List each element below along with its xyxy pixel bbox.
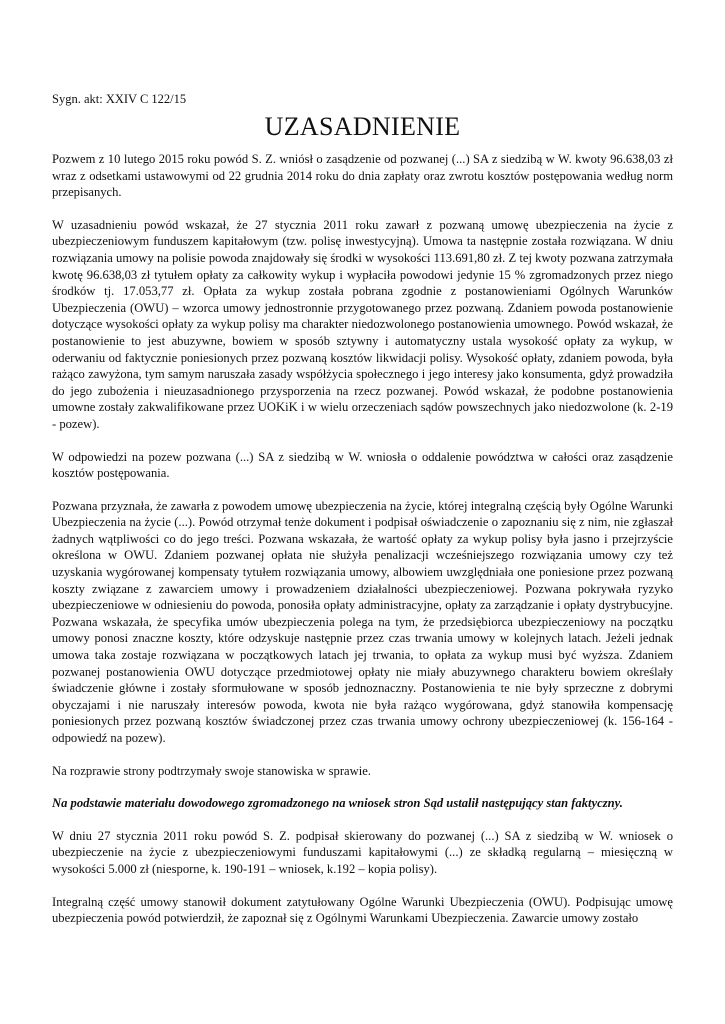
paragraph-hearing: Na rozprawie strony podtrzymały swoje stanowiska w sprawie. [52, 763, 371, 778]
paragraph-facts-application: W dniu 27 stycznia 2011 roku powód S. Z. podpisał skierowany do pozwanej (...) SA z siedzibą w W. wniosek o ubezpieczenie na życie z ubezpieczeniowymi funduszami kapitałowymi (...) ze składką regularną – miesięczną w wysokości 5.000 zł (niesporne, k. 190-191 – wniosek, k.192 – kopia polisy). [52, 828, 673, 876]
document-title: UZASADNIENIE [264, 112, 461, 141]
paragraph-claim: Pozwem z 10 lutego 2015 roku powód S. Z. wniósł o zasądzenie od pozwanej (...) SA z siedzibą w W. kwoty 96.638,03 zł wraz z odsetkami ustawowymi od 22 grudnia 2014 roku do dnia zapłaty oraz zwrotu kosztów postępowania według norm przepisanych. [52, 152, 673, 200]
paragraph-facts-owu: Integralną część umowy stanowił dokument zatytułowany Ogólne Warunki Ubezpieczenia (OWU). Podpisując umowę ubezpieczenia powód potwierdził, że zapoznał się z Ogólnymi Warunkami Ubezpieczenia. Zawarcie umowy zostało [52, 894, 673, 926]
paragraph-defendant-arguments: Pozwana przyznała, że zawarła z powodem umowę ubezpieczenia na życie, której integralną częścią były Ogólne Warunki Ubezpieczenia na życie (...). Powód otrzymał tenże dokument i podpisał oświadczenie o zapoznaniu się z nim, nie zgłaszał żadnych wątpliwości co do jego treści. Pozwana wskazała, że wartość opłaty za wykup polisy była jasno i przejrzyście określona w OWU. Zdaniem pozwanej opłata nie służyła penalizacji wcześniejszego rozwiązania umowy czy też uzyskania wygórowanej kompensaty tytułem rozwiązania umowy, albowiem uwzględniała one poniesione przez pozwaną koszty związane z zawarciem umowy i prowadzeniem działalności ubezpieczeniowej. Pozwana pokrywała ryzyko ubezpieczeniowe w odniesieniu do powoda, ponosiła opłaty administracyjne, opłaty za zarządzanie i opłaty dystrybucyjne. Pozwana wskazała, że specyfika umów ubezpieczenia polega na tym, że przedsiębiorca ubezpieczeniowy na początku umowy ponosi znaczne koszty, które odzyskuje następnie przez czas trwania umowy w kolejnych latach. Jeżeli jednak umowa taka zostaje rozwiązana w początkowych latach jej trwania, to opłata za wykup musi być wyższa. Zdaniem pozwanej postanowienia OWU dotyczące przedmiotowej opłaty nie miały abuzywnego charakteru bowiem określały świadczenie główne i zostały sformułowane w sposób jednoznaczny. Postanowienia te nie były sprzeczne z dobrymi obyczajami i nie naruszały interesów powoda, kwota nie była rażąco wygórowana, gdyż stanowiła kompensację poniesionych przez pozwaną kosztów świadczonej przez czas trwania umowy ochrony ubezpieczeniowej (k. 156-164 - odpowiedź na pozew). [52, 498, 673, 745]
paragraph-plaintiff-reasons: W uzasadnieniu powód wskazał, że 27 stycznia 2011 roku zawarł z pozwaną umowę ubezpieczenia na życie z ubezpieczeniowym funduszem kapitałowym (tzw. polisę inwestycyjną). Umowa ta następnie została rozwiązana. W dniu rozwiązania umowy na polisie powoda znajdowały się środki w wysokości 113.691,80 zł. Z tej kwoty pozwana zatrzymała kwotę 96.638,03 zł tytułem opłaty za całkowity wykup i wypłaciła powodowi jedynie 15 % zgromadzonych przez niego środków tj. 17.053,77 zł. Opłata za wykup została pobrana zgodnie z postanowieniami Ogólnych Warunków Ubezpieczenia (OWU) – wzorca umowy jednostronnie przygotowanego przez pozwaną. Zdaniem powoda postanowienie dotyczące wysokości opłaty za wykup polisy ma charakter niedozwolonego postanowienia umownego. Powód wskazał, że postanowienie to jest abuzywne, bowiem w sposób sztywny i automatyczny ustala wysokość opłaty za wykup, w oderwaniu od faktycznie poniesionych przez pozwaną kosztów likwidacji polisy. Wysokość opłaty, zdaniem powoda, była rażąco zawyżona, tym samym naruszała zasady współżycia społecznego i jego interesy jako konsumenta, gdyż prowadziła do jego zubożenia i nieuzasadnionego przysporzenia na rzecz pozwanej. Powód wskazał, że podobne postanowienia umowne zostały zakwalifikowane przez UOKiK i w wielu orzeczeniach sądów powszechnych jako niedozwolone (k. 2-19 - pozew). [52, 217, 673, 431]
paragraph-findings-heading: Na podstawie materiału dowodowego zgromadzonego na wniosek stron Sąd ustalił następujący stan faktyczny. [52, 796, 623, 811]
document-body [52, 151, 673, 943]
paragraph-defendant-response: W odpowiedzi na pozew pozwana (...) SA z siedzibą w W. wniosła o oddalenie powództwa w całości oraz zasądzenie kosztów postępowania. [52, 449, 673, 481]
case-number: Sygn. akt: XXIV C 122/15 [52, 92, 187, 106]
